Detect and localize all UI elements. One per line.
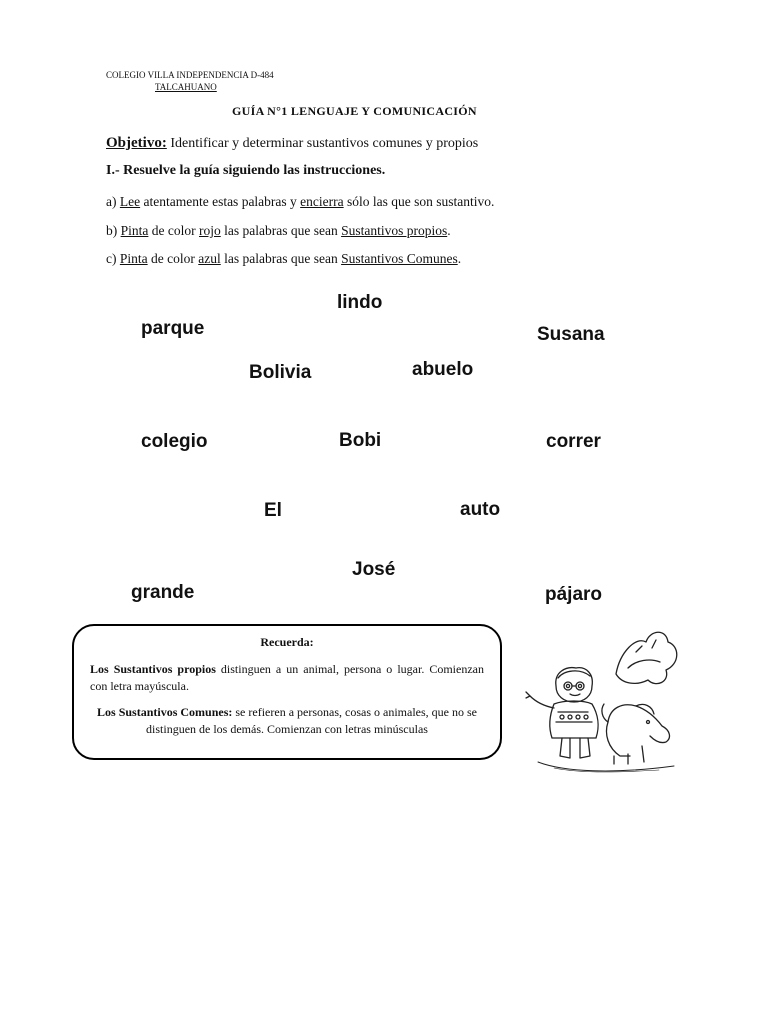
word-auto[interactable]: auto bbox=[460, 499, 501, 520]
step-a-text-2: sólo las que son sustantivo. bbox=[343, 194, 495, 209]
reminder-box bbox=[72, 624, 502, 760]
step-b-word-propios: Sustantivos propios bbox=[341, 223, 448, 238]
step-c-text-1: de color bbox=[147, 251, 199, 266]
word-jose[interactable]: José bbox=[352, 559, 396, 580]
reminder-propios bbox=[90, 661, 484, 695]
word-bolivia[interactable]: Bolivia bbox=[249, 362, 312, 383]
reminder-title: Recuerda: bbox=[260, 635, 314, 649]
step-b-word-rojo: rojo bbox=[199, 223, 221, 238]
word-el[interactable]: El bbox=[264, 500, 282, 521]
step-b-prefix: b) bbox=[106, 223, 121, 238]
word-bobi[interactable]: Bobi bbox=[339, 430, 382, 451]
word-lindo[interactable]: lindo bbox=[337, 292, 383, 313]
step-a-word-lee: Lee bbox=[119, 194, 141, 209]
objective-label: Objetivo: bbox=[106, 135, 167, 151]
step-b-text-2: las palabras que sean bbox=[220, 223, 342, 238]
propios-text: distinguen a un animal, persona o lugar. Comienzan con letra mayúscula. bbox=[90, 662, 484, 693]
word-parque[interactable]: parque bbox=[141, 318, 205, 339]
step-c-prefix: c) bbox=[106, 251, 120, 266]
propios-label: Los Sustantivos propios bbox=[90, 662, 216, 676]
step-c-text-2: las palabras que sean bbox=[220, 251, 342, 266]
boy-and-dog-illustration bbox=[524, 622, 686, 778]
step-a-prefix: a) bbox=[106, 194, 120, 209]
step-b-word-pinta: Pinta bbox=[120, 223, 149, 238]
step-a-word-encierra: encierra bbox=[300, 194, 344, 209]
step-b bbox=[106, 223, 451, 239]
instruction-title: I.- Resuelve la guía siguiendo las instrucciones. bbox=[106, 163, 386, 178]
step-c-word-pinta: Pinta bbox=[119, 251, 148, 266]
comunes-label: Los Sustantivos Comunes: bbox=[97, 705, 233, 719]
word-pajaro[interactable]: pájaro bbox=[545, 584, 603, 605]
step-c-word-comunes: Sustantivos Comunes bbox=[341, 251, 458, 266]
step-b-text-1: de color bbox=[148, 223, 199, 238]
step-b-text-3: . bbox=[447, 223, 451, 238]
step-a-text-1: atentamente estas palabras y bbox=[140, 194, 301, 209]
reminder-comunes bbox=[90, 704, 484, 738]
word-abuelo[interactable]: abuelo bbox=[412, 359, 474, 380]
step-a bbox=[106, 194, 494, 210]
city-name: TALCAHUANO bbox=[155, 82, 217, 92]
word-susana[interactable]: Susana bbox=[537, 324, 605, 345]
step-c-text-3: . bbox=[457, 251, 462, 266]
comunes-text: se refieren a personas, cosas o animales, que no se distinguen de los demás. Comienzan con letras minúsculas bbox=[146, 705, 477, 736]
step-c bbox=[106, 251, 461, 267]
step-c-word-azul: azul bbox=[198, 251, 221, 266]
guide-title: GUÍA N°1 LENGUAJE Y COMUNICACIÓN bbox=[232, 104, 477, 118]
word-grande[interactable]: grande bbox=[131, 582, 195, 603]
word-correr[interactable]: correr bbox=[546, 431, 601, 452]
objective bbox=[106, 135, 478, 152]
word-colegio[interactable]: colegio bbox=[141, 431, 208, 452]
school-name: COLEGIO VILLA INDEPENDENCIA D-484 bbox=[106, 70, 274, 80]
objective-text: Identificar y determinar sustantivos comunes y propios bbox=[166, 136, 479, 151]
